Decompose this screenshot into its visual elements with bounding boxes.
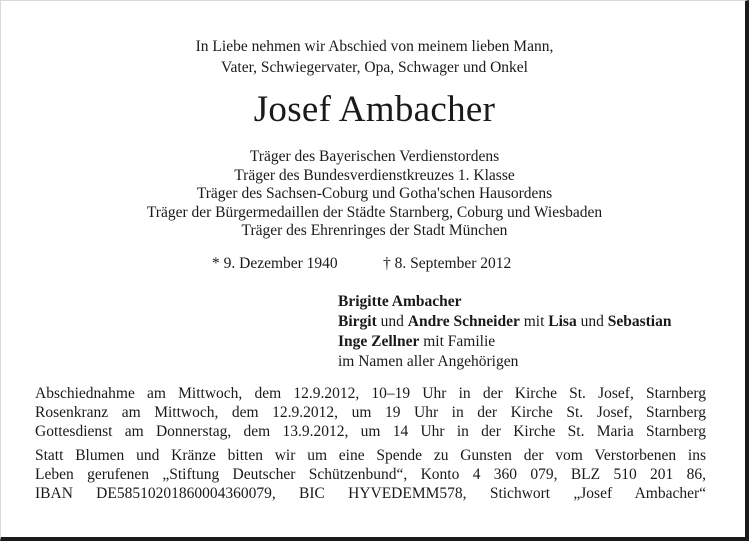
birth-date: * 9. Dezember 1940 xyxy=(212,255,338,272)
connector-text: mit xyxy=(519,313,549,330)
connector-text: und xyxy=(376,313,408,330)
mourner-name: Andre Schneider xyxy=(407,313,520,330)
mourner-line-4: im Namen aller Angehörigen xyxy=(338,353,519,370)
donation-info-line-1: Statt Blumen und Kränze bitten wir um eine Spende zu Gunsten der vom Verstorbenen ins xyxy=(35,447,706,464)
mourners-list xyxy=(338,292,671,372)
intro-line-2: Vater, Schwiegervater, Opa, Schwager und Onkel xyxy=(221,59,528,76)
connector-text: und xyxy=(576,313,608,330)
intro-line-1: In Liebe nehmen wir Abschied von meinem lieben Mann, xyxy=(195,38,554,55)
death-date: † 8. September 2012 xyxy=(383,255,512,272)
deceased-name: Josef Ambacher xyxy=(253,89,496,130)
rosary-info: Rosenkranz am Mittwoch, dem 12.9.2012, um 19 Uhr in der Kirche St. Josef, Starnberg xyxy=(35,404,706,421)
honor-item: Träger des Bayerischen Verdienstordens xyxy=(249,148,500,165)
farewell-info: Abschiednahme am Mittwoch, dem 12.9.2012, 10–19 Uhr in der Kirche St. Josef, Starnberg xyxy=(35,385,706,402)
honor-item: Träger des Sachsen-Coburg und Gotha'schen Hausordens xyxy=(196,185,553,202)
donation-info-line-2: Leben gerufenen „Stiftung Deutscher Schützenbund“, Konto 4 360 079, BLZ 510 201 86, xyxy=(35,466,706,483)
service-info: Gottesdienst am Donnerstag, dem 13.9.2012, um 14 Uhr in der Kirche St. Maria Starnberg xyxy=(35,423,706,440)
mourner-name: Brigitte Ambacher xyxy=(338,293,462,310)
mourner-name: Inge Zellner xyxy=(338,333,420,350)
honor-item: Träger der Bürgermedaillen der Städte Starnberg, Coburg und Wiesbaden xyxy=(146,203,603,221)
mourner-name: Birgit xyxy=(338,313,377,330)
intro-text xyxy=(0,36,749,78)
connector-text: mit Familie xyxy=(419,333,496,350)
mourner-name: Sebastian xyxy=(607,313,672,330)
mourner-name: Lisa xyxy=(548,313,577,330)
honor-item: Träger des Ehrenringes der Stadt München xyxy=(241,222,508,239)
honor-item: Träger des Bundesverdienstkreuzes 1. Klasse xyxy=(234,166,515,184)
mourner-line-1 xyxy=(338,292,671,312)
mourner-line-2 xyxy=(338,312,671,332)
honors-list xyxy=(0,148,749,241)
mourner-line-3 xyxy=(338,332,671,352)
donation-info-line-3: IBAN DE58510201860004360079, BIC HYVEDEMM578, Stichwort „Josef Ambacher“ xyxy=(35,485,706,502)
ceremony-details xyxy=(35,384,706,503)
